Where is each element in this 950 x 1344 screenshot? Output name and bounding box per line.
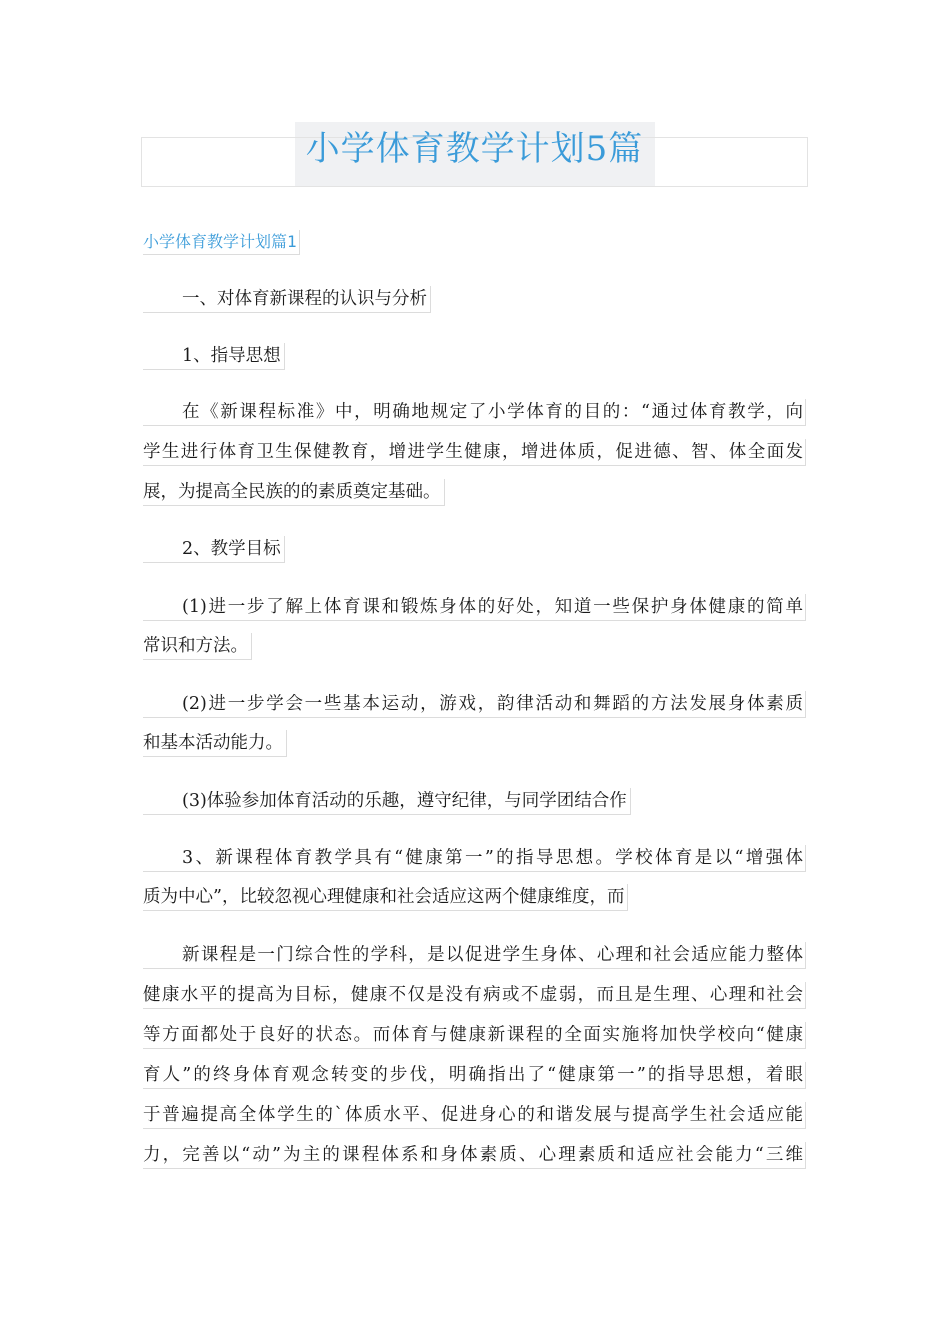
document-title: 小学体育教学计划5篇 (305, 129, 644, 169)
heading-recognition: 一、对体育新课程的认识与分析 (143, 286, 431, 313)
paragraph-line: 展，为提高全民族的的素质奠定基础。 (143, 479, 445, 506)
paragraph-line: 等方面都处于良好的状态。而体育与健康新课程的全面实施将加快学校向“健康 (143, 1022, 806, 1049)
paragraph-line: 在《新课程标准》中，明确地规定了小学体育的目的：“通过体育教学，向 (143, 399, 806, 426)
paragraph-line: 和基本活动能力。 (143, 730, 287, 757)
paragraph-line: 于普遍提高全体学生的`体质水平、促进身心的和谐发展与提高学生社会适应能 (143, 1102, 806, 1129)
paragraph-line: (2)进一步学会一些基本运动，游戏，韵律活动和舞蹈的方法发展身体素质 (143, 691, 806, 718)
section-heading: 小学体育教学计划篇1 (143, 230, 300, 255)
paragraph-line: (1)进一步了解上体育课和锻炼身体的好处，知道一些保护身体健康的简单 (143, 594, 806, 621)
paragraph-line: 3、新课程体育教学具有“健康第一”的指导思想。学校体育是以“增强体 (143, 845, 806, 872)
paragraph-line: 常识和方法。 (143, 633, 252, 660)
heading-teaching-goals: 2、教学目标 (143, 536, 285, 563)
paragraph-line: 力，完善以“动”为主的课程体系和身体素质、心理素质和适应社会能力“三维 (143, 1142, 806, 1169)
paragraph-line: 育人”的终身体育观念转变的步伐，明确指出了“健康第一”的指导思想，着眼 (143, 1062, 806, 1089)
paragraph-line: 新课程是一门综合性的学科，是以促进学生身体、心理和社会适应能力整体 (143, 942, 806, 969)
heading-guiding-thought: 1、指导思想 (143, 343, 285, 370)
paragraph-line: 质为中心”，比较忽视心理健康和社会适应这两个健康维度，而 (143, 884, 628, 911)
paragraph-line: (3)体验参加体育活动的乐趣，遵守纪律，与同学团结合作 (143, 788, 631, 815)
paragraph-line: 健康水平的提高为目标，健康不仅是没有病或不虚弱，而且是生理、心理和社会 (143, 982, 806, 1009)
paragraph-line: 学生进行体育卫生保健教育，增进学生健康，增进体质，促进德、智、体全面发 (143, 439, 806, 466)
